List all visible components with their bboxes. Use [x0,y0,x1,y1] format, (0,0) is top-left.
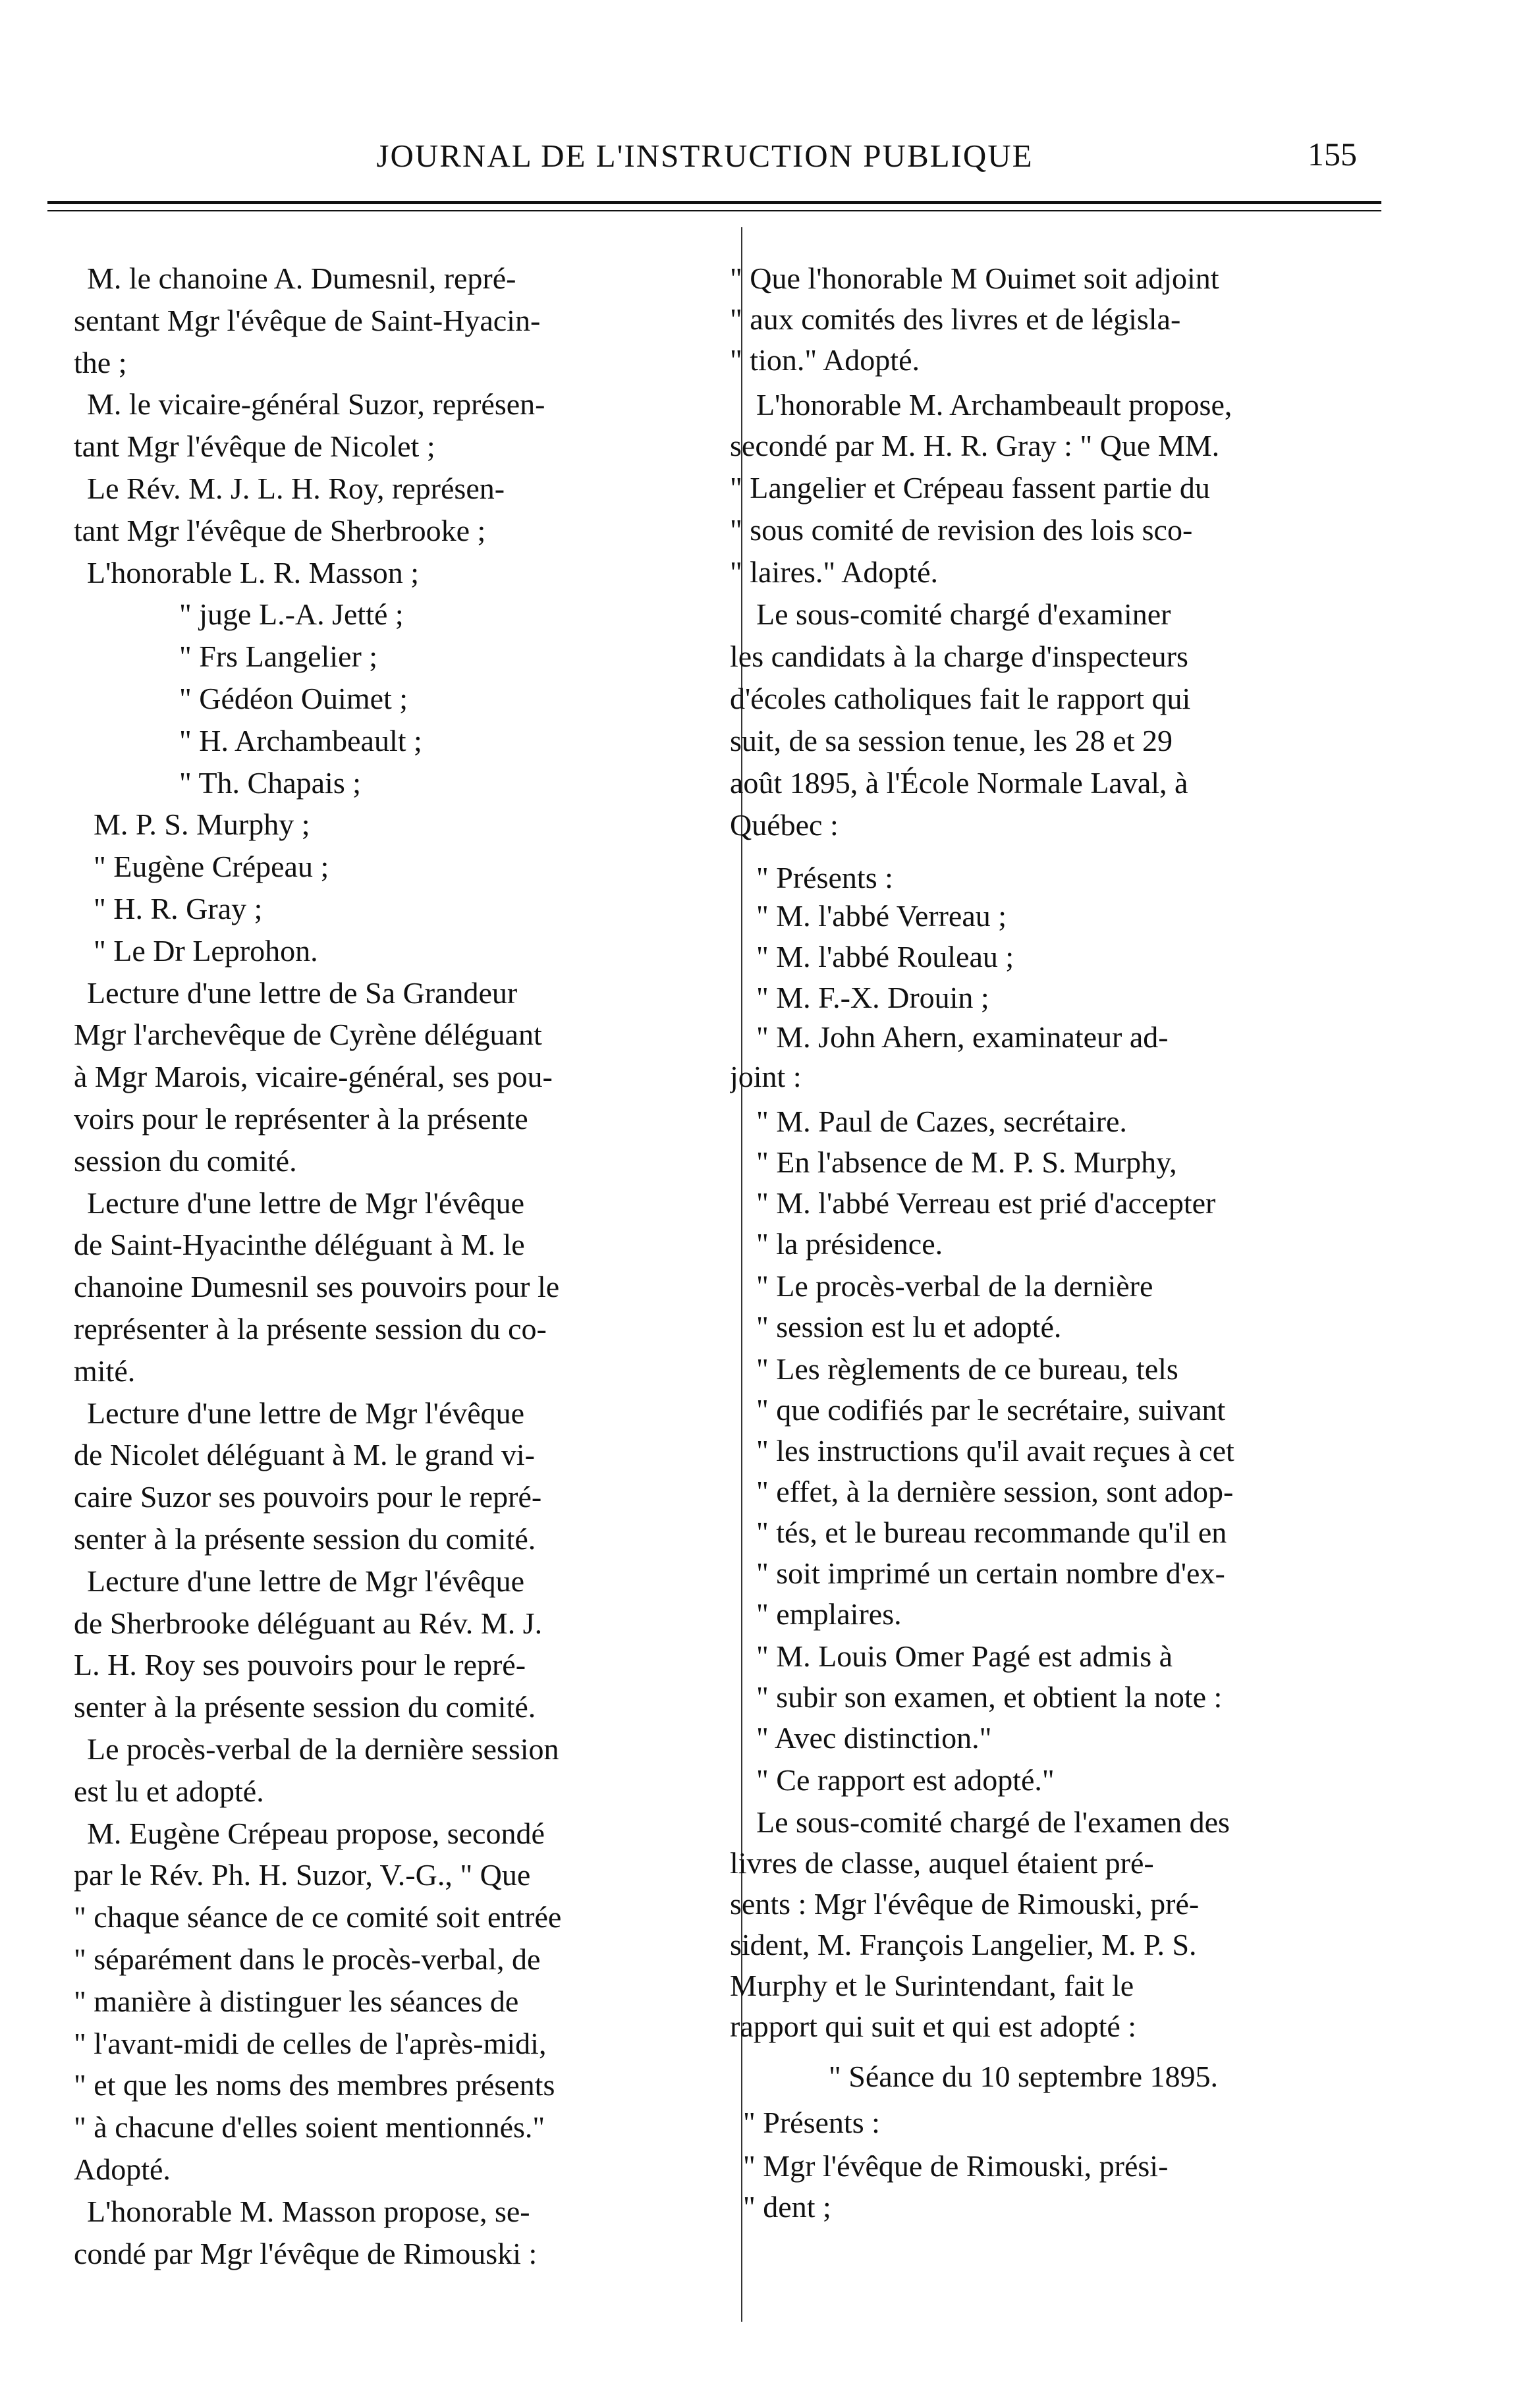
text-line: voirs pour le représenter à la présente [74,1102,528,1136]
text-line: " H. R. Gray ; [94,892,263,925]
text-line: de Saint-Hyacinthe déléguant à M. le [74,1228,525,1261]
text-line: " effet, à la dernière session, sont adop- [756,1475,1234,1508]
text-line: Lecture d'une lettre de Mgr l'évêque [87,1564,525,1598]
text-line: " emplaires. [756,1597,902,1631]
text-line: " laires." Adopté. [730,555,939,589]
text-line: Lecture d'une lettre de Mgr l'évêque [87,1396,525,1430]
text-line: senter à la présente session du comité. [74,1690,536,1724]
text-line: " tés, et le bureau recommande qu'il en [756,1516,1227,1549]
text-line: " Avec distinction." [756,1721,992,1755]
text-line: Mgr l'archevêque de Cyrène déléguant [74,1018,542,1051]
text-line: M. P. S. Murphy ; [94,807,310,841]
header-rule-thin [47,210,1381,211]
text-line: " et que les noms des membres présents [74,2068,555,2102]
text-line: " Eugène Crépeau ; [94,850,329,883]
text-line: " que codifiés par le secrétaire, suivant [756,1393,1226,1427]
text-line: Lecture d'une lettre de Sa Grandeur [87,976,518,1010]
text-line: Adopté. [74,2152,171,2186]
text-line: M. le vicaire-général Suzor, représen- [87,387,545,421]
text-line: suit, de sa session tenue, les 28 et 29 [730,724,1173,757]
text-line: " Ce rapport est adopté." [756,1763,1055,1797]
text-line: " soit imprimé un certain nombre d'ex- [756,1556,1225,1590]
text-line: " M. l'abbé Verreau est prié d'accepter [756,1186,1216,1220]
text-line: Le sous-comité chargé de l'examen des [756,1805,1230,1839]
text-line: sentant Mgr l'évêque de Saint-Hyacin- [74,304,541,337]
text-line: " Th. Chapais ; [179,766,362,800]
text-line: the ; [74,346,127,379]
text-line: Québec : [730,808,839,842]
text-line: " dent ; [743,2190,831,2224]
text-line: " Frs Langelier ; [179,640,378,673]
text-line: " M. Louis Omer Pagé est admis à [756,1639,1173,1673]
text-line: condé par Mgr l'évêque de Rimouski : [74,2237,538,2270]
text-line: " la présidence. [756,1227,943,1261]
text-line: " M. l'abbé Rouleau ; [756,940,1014,973]
text-line: joint : [730,1060,802,1093]
text-line: est lu et adopté. [74,1774,264,1808]
text-line: session du comité. [74,1144,297,1178]
text-line: sents : Mgr l'évêque de Rimouski, pré- [730,1887,1200,1921]
text-line: M. Eugène Crépeau propose, secondé [87,1817,545,1850]
text-line: " Le Dr Leprohon. [94,934,318,968]
text-line: " manière à distinguer les séances de [74,1984,519,2018]
running-head: JOURNAL DE L'INSTRUCTION PUBLIQUE [376,138,1034,174]
text-line: " Le procès-verbal de la dernière [756,1269,1153,1303]
text-line: " Langelier et Crépeau fassent partie du [730,471,1210,505]
text-line: mité. [74,1354,136,1388]
page-number: 155 [1308,136,1357,173]
text-line: de Nicolet déléguant à M. le grand vi- [74,1438,535,1471]
text-line: " session est lu et adopté. [756,1310,1062,1344]
text-line: " sous comité de revision des lois sco- [730,513,1193,547]
text-line: " M. l'abbé Verreau ; [756,899,1007,933]
text-line: senter à la présente session du comité. [74,1522,536,1556]
text-line: rapport qui suit et qui est adopté : [730,2010,1137,2043]
text-line: les candidats à la charge d'inspecteurs [730,640,1188,673]
text-line: " M. Paul de Cazes, secrétaire. [756,1105,1127,1138]
text-line: de Sherbrooke déléguant au Rév. M. J. [74,1606,543,1640]
text-line: " H. Archambeault ; [179,724,422,757]
text-line: " Que l'honorable M Ouimet soit adjoint [730,261,1219,295]
text-line: Le Rév. M. J. L. H. Roy, représen- [87,472,505,505]
text-line: Murphy et le Surintendant, fait le [730,1969,1134,2002]
text-line: secondé par M. H. R. Gray : " Que MM. [730,429,1220,462]
text-line: " aux comités des livres et de législa- [730,302,1181,336]
text-line: " à chacune d'elles soient mentionnés." [74,2110,545,2144]
text-line: " Séance du 10 septembre 1895. [829,2060,1219,2093]
text-line: d'écoles catholiques fait le rapport qui [730,682,1191,715]
text-line: tant Mgr l'évêque de Sherbrooke ; [74,514,486,547]
text-line: L. H. Roy ses pouvoirs pour le repré- [74,1648,526,1682]
text-line: sident, M. François Langelier, M. P. S. [730,1928,1197,1961]
text-line: " subir son examen, et obtient la note : [756,1680,1223,1714]
text-line: août 1895, à l'École Normale Laval, à [730,766,1188,800]
text-line: " M. F.-X. Drouin ; [756,981,989,1014]
header-rule-thick [47,201,1381,204]
text-line: " Les règlements de ce bureau, tels [756,1352,1178,1386]
text-line: " Présents : [756,861,893,894]
text-line: " Gédéon Ouimet ; [179,682,408,715]
text-line: " séparément dans le procès-verbal, de [74,1942,541,1976]
text-line: Lecture d'une lettre de Mgr l'évêque [87,1186,525,1220]
text-line: L'honorable M. Masson propose, se- [87,2195,530,2228]
text-line: " Présents : [743,2106,880,2139]
text-line: L'honorable L. R. Masson ; [87,556,420,589]
text-line: " M. John Ahern, examinateur ad- [756,1020,1169,1054]
text-line: par le Rév. Ph. H. Suzor, V.-G., " Que [74,1858,531,1892]
text-line: livres de classe, auquel étaient pré- [730,1846,1154,1880]
text-line: chanoine Dumesnil ses pouvoirs pour le [74,1270,560,1303]
text-line: " les instructions qu'il avait reçues à cet [756,1434,1234,1467]
text-line: représenter à la présente session du co- [74,1312,547,1346]
text-line: " Mgr l'évêque de Rimouski, prési- [743,2149,1169,2183]
text-line: " chaque séance de ce comité soit entrée [74,1900,562,1934]
text-line: " l'avant-midi de celles de l'après-midi, [74,2027,547,2060]
text-line: caire Suzor ses pouvoirs pour le repré- [74,1480,542,1514]
text-line: " tion." Adopté. [730,343,920,377]
text-line: tant Mgr l'évêque de Nicolet ; [74,429,435,463]
text-line: Le sous-comité chargé d'examiner [756,597,1171,631]
text-line: à Mgr Marois, vicaire-général, ses pou- [74,1060,553,1093]
text-line: " En l'absence de M. P. S. Murphy, [756,1145,1177,1179]
text-line: M. le chanoine A. Dumesnil, repré- [87,261,516,295]
text-line: Le procès-verbal de la dernière session [87,1732,559,1766]
text-line: " juge L.-A. Jetté ; [179,597,404,631]
text-line: L'honorable M. Archambeault propose, [756,388,1232,422]
